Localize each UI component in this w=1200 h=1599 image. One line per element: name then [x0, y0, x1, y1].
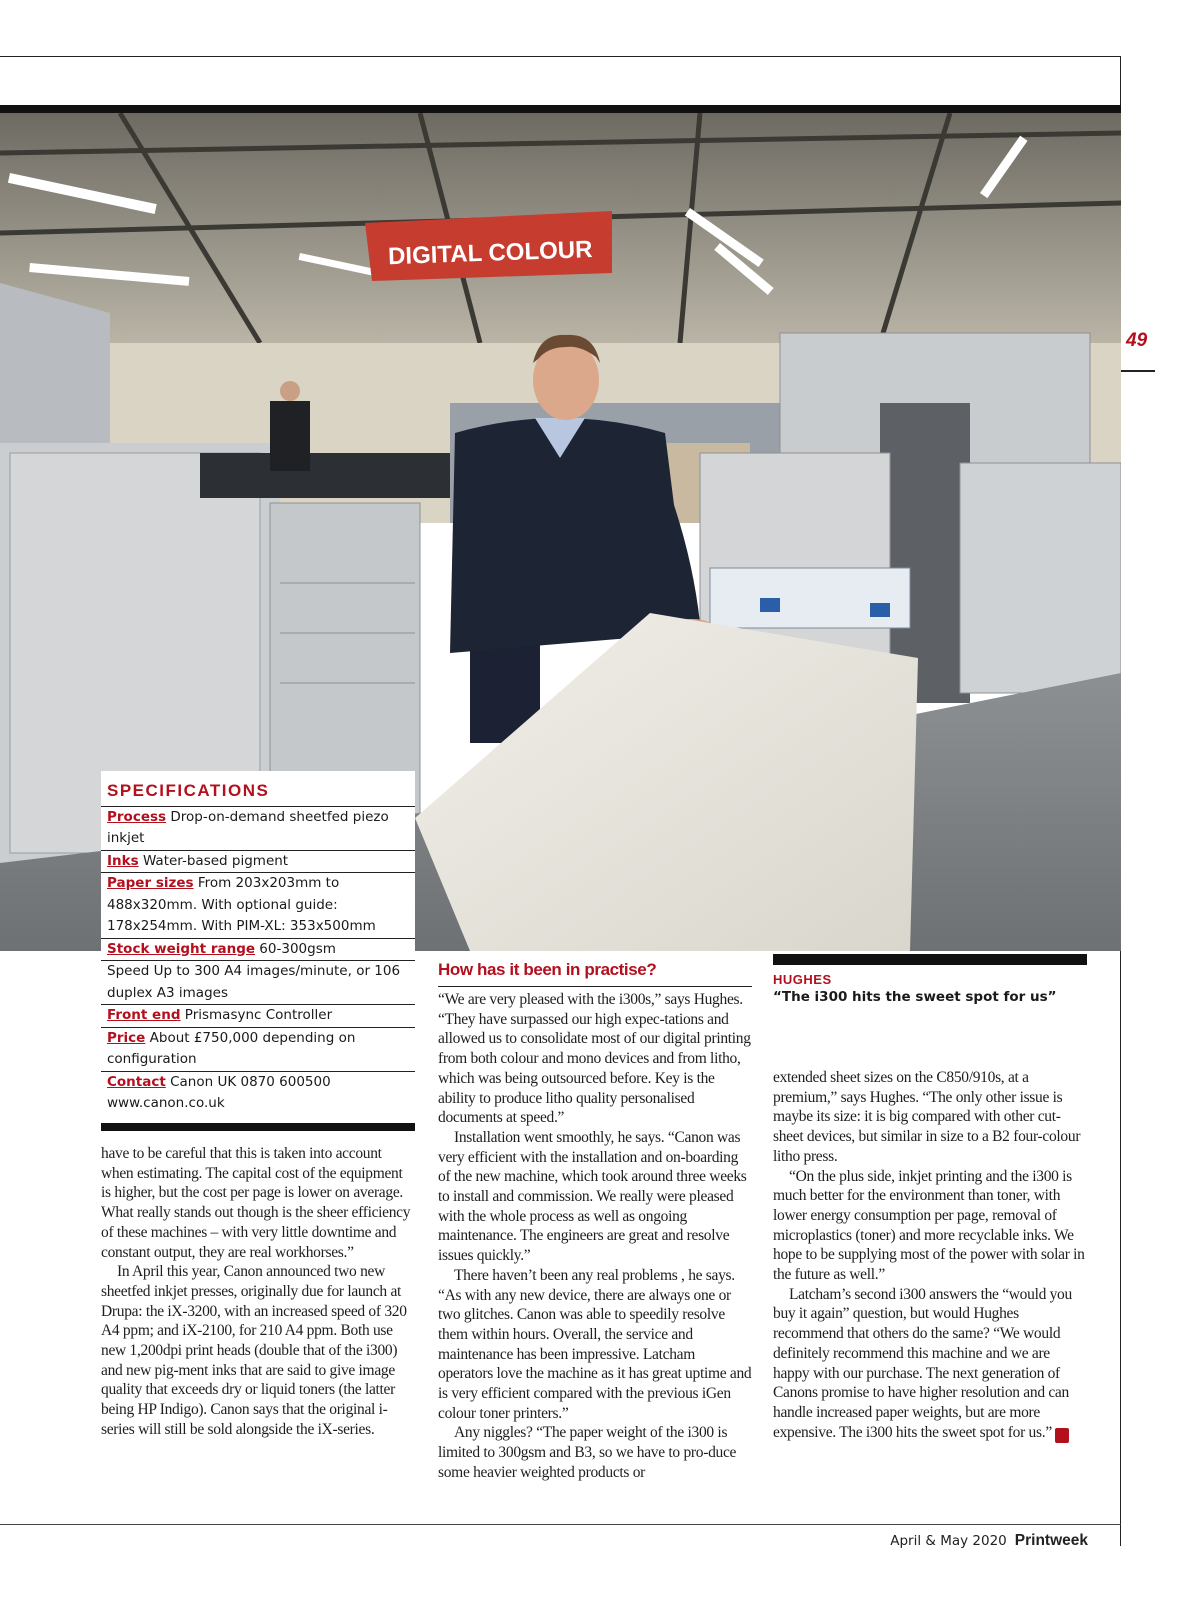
bottom-frame-rule — [0, 1524, 1121, 1525]
spec-row — [101, 1028, 415, 1072]
body-paragraph: Installation went smoothly, he says. “Canon was very efficient with the installation and on-boarding of the new machine, which took around three weeks to install and commission. We really were pleased with the whole process as well as ongoing maintenance. The engineers are great and resolve issues quickly.” — [438, 1128, 747, 1265]
spec-key: Process — [107, 808, 167, 825]
spec-value: Speed Up to 300 A4 images/minute, or 106 duplex A3 images — [107, 963, 401, 1001]
section-subhead: How has it been in practise? — [438, 960, 752, 987]
body-paragraph: There haven’t been any real problems , he says. “As with any new device, there are always one or two glitches. Canon was able to speedily resolve them within hours. Overall, the service and maintenance has been impressive. Latcham operators love the machine as it has great uptime and is very efficient compared with the previous iGen colour toner printers.” — [438, 1266, 752, 1422]
final-paragraph-text: Latcham’s second i300 answers the “would you buy it again” question, but would Hughes recommend that others do the same? “We would definitely recommend this machine and we are happy with our purchase. The next generation of Canons promise to have higher resolution and can handle increased paper weights, but are more expensive. The i300 hits the sweet spot for us.” — [773, 1285, 1072, 1441]
issue-date: April & May 2020 — [890, 1533, 1007, 1549]
pull-quote-bar — [773, 954, 1087, 965]
pull-quote — [773, 954, 1087, 1005]
top-frame-rule — [0, 56, 1121, 57]
specifications-title: SPECIFICATIONS — [101, 771, 415, 807]
body-paragraph: Any niggles? “The paper weight of the i300 is limited to 300gsm and B3, so we have to pro-duce some heavier weighted products or — [438, 1424, 737, 1481]
spec-value: From 203x203mm to 488x320mm. With optional guide: 178x254mm. With PIM-XL: 353x500mm — [107, 875, 376, 934]
spec-key: Price — [107, 1029, 146, 1046]
specifications-box — [101, 771, 415, 1131]
page-number-rule — [1121, 370, 1155, 372]
spec-row — [101, 873, 415, 939]
specifications-bottom-bar — [101, 1123, 415, 1131]
page-footer — [860, 1532, 1088, 1550]
spec-key: Inks — [107, 852, 139, 869]
body-paragraph — [773, 1285, 1087, 1443]
spec-row — [101, 807, 415, 851]
spec-key: Paper sizes — [107, 875, 194, 891]
spec-value: Prismasync Controller — [180, 1007, 333, 1023]
spec-key: Contact — [107, 1073, 166, 1090]
spec-row — [101, 851, 415, 874]
body-paragraph: “We are very pleased with the i300s,” says Hughes. “They have surpassed our high expec-tations and allowed us to consolidate most of our digital printing from both colour and mono devices and from litho, which was being outsourced before. Key is the ability to produce litho quality personalised documents at speed.” — [438, 991, 751, 1127]
spec-key: Front end — [107, 1007, 181, 1023]
spec-value: Canon UK 0870 600500 www.canon.co.uk — [107, 1073, 331, 1111]
spec-row — [101, 961, 415, 1005]
magazine-brand: Printweek — [1014, 1532, 1088, 1549]
spec-value: Drop-on-demand sheetfed piezo inkjet — [107, 808, 389, 846]
spec-row — [101, 1072, 415, 1115]
spec-value: Water-based pigment — [138, 852, 289, 869]
pull-quote-text: “The i300 hits the sweet spot for us” — [773, 989, 1057, 1005]
body-paragraph: In April this year, Canon announced two new sheetfed inkjet presses, originally due for launch at Drupa: the iX-3200, with an increased speed of 320 A4 ppm; and iX-2100, for 210 A4 ppm. Both use new 1,200dpi print heads (double that of the i300) and new pig-ment inks that are said to give image quality that exceeds dry or liquid toners (the latter being HP Indigo). Canon says that the original i-series will still be sold alongside the iX-series. — [101, 1263, 407, 1438]
spec-key: Stock weight range — [107, 940, 256, 957]
spec-value: About £750,000 depending on configuration — [107, 1029, 356, 1067]
end-mark-icon: P — [1055, 1428, 1069, 1443]
column-1 — [101, 1144, 415, 1440]
sign-text: DIGITAL COLOUR — [387, 236, 593, 271]
body-paragraph: “On the plus side, inkjet printing and the i300 is much better for the environment than toner, with lower energy consumption per page, removal of microplastics (toner) and more recyclable inks. We hope to be supplying most of the power with solar in the future as well.” — [773, 1167, 1085, 1284]
spec-row — [101, 939, 415, 962]
photo-top-bar — [0, 105, 1121, 113]
spec-value: 60-300gsm — [255, 940, 336, 957]
spec-row — [101, 1005, 415, 1028]
column-2 — [438, 990, 752, 1483]
column-3 — [773, 1068, 1087, 1443]
body-paragraph: extended sheet sizes on the C850/910s, at a premium,” says Hughes. “The only other issue is maybe its size: it is big compared with other cut-sheet devices, but similar in size to a B2 four-colour litho press. — [773, 1069, 1081, 1165]
page-number: 49 — [1126, 330, 1148, 351]
body-paragraph: have to be careful that this is taken into account when estimating. The capital cost of the equipment is higher, but the cost per page is lower on average. What really stands out though is the sheer efficiency of these machines – with very little downtime and constant output, they are real workhorses.” — [101, 1145, 411, 1261]
pull-quote-name: HUGHES — [773, 972, 832, 987]
